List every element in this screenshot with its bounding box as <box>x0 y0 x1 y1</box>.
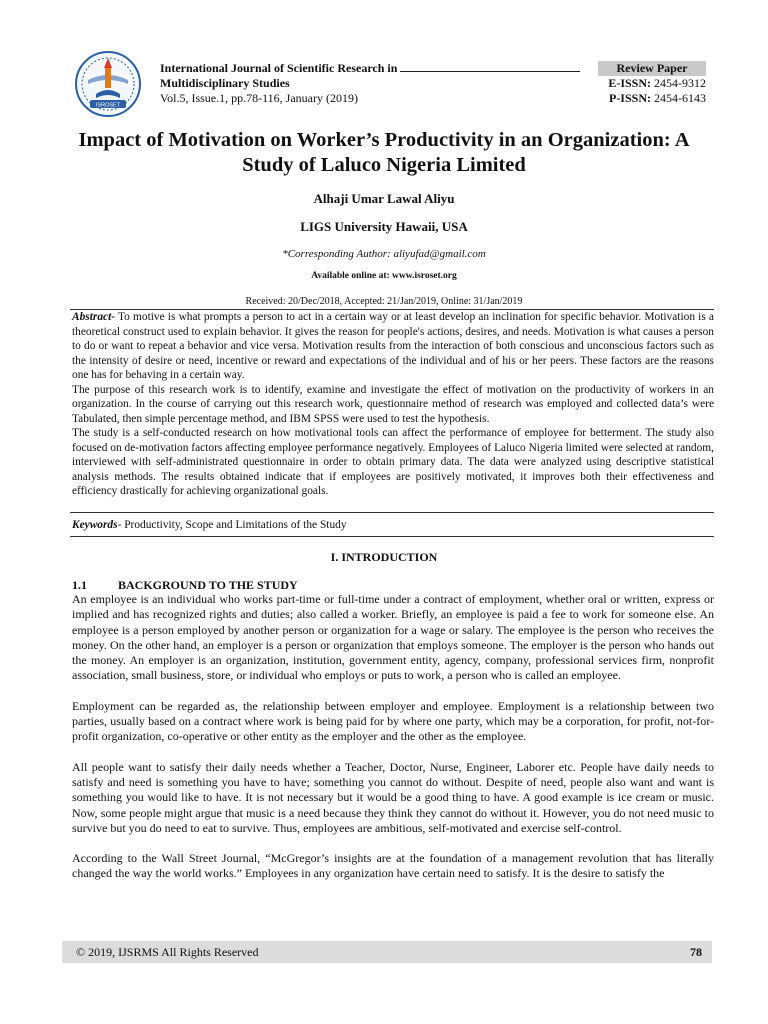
received-dates: Received: 20/Dec/2018, Accepted: 21/Jan/2019, Online: 31/Jan/2019 <box>245 296 523 307</box>
pissn-label: P-ISSN: <box>608 91 651 105</box>
paper-type-badge: Review Paper <box>598 61 706 76</box>
logo-text: ISROSET <box>95 102 121 109</box>
body-text <box>72 592 714 897</box>
body-paragraph-1: An employee is an individual who works part-time or full-time under a contract of employment, whether oral or written, express or implied and has recognized rights and duties; also called a worker. Briefly, an employee is paid a fee to work for someone else. An employee is a person employed by another person or organization for a wage or salary. The employee is the person who receives the money. On the other hand, an employer is a person or organization that employs someone. The employer is the person who hands out the money. An employer is an organization, institution, government entity, agency, company, professional services firm, nonprofit association, small business, store, or individual who employs or puts to work, a person who is called an employee. <box>72 592 714 683</box>
isroset-logo <box>74 50 142 118</box>
author-name: Alhaji Umar Lawal Aliyu <box>313 191 455 206</box>
journal-volume: Vol.5, Issue.1, pp.78-116, January (2019) <box>160 91 358 105</box>
abstract-bottom-rule <box>70 512 714 513</box>
footer-copyright: © 2019, IJSRMS All Rights Reserved <box>76 945 259 959</box>
body-paragraph-3: All people want to satisfy their daily needs whether a Teacher, Doctor, Nurse, Engineer, Laborer etc. People have daily needs to satisfy and need is something you have to have; something you cannot do without. Despite of need, people also want and want is something you would like to have. It is not necessary but it would be a good thing to have. A good example is ice cream or music. Now, some people might argue that music is a need because they think they cannot do without it. However, you do not need music to survive but you do need to eat to survive. Thus, employees are ambitious, self-motivated and exercise self-control. <box>72 759 714 835</box>
abstract-section <box>72 310 714 499</box>
abstract-paragraph-2: The purpose of this research work is to identify, examine and investigate the effect of motivation on the productivity of workers in an organization. In the course of carrying out this research work, questionnaire method of research was employed and collected data’s were Tabulated, then simple percentage method, and IBM SPSS were used to test the hypothesis. <box>72 383 714 425</box>
issn-block <box>576 61 706 106</box>
subsection-number: 1.1 <box>72 578 87 592</box>
keywords-line <box>72 519 714 531</box>
page-number: 78 <box>690 945 702 959</box>
journal-name-line1: International Journal of Scientific Research in <box>160 61 398 75</box>
journal-name-underline <box>400 62 580 72</box>
subsection-heading <box>72 578 714 593</box>
abstract-paragraph-3: The study is a self-conducted research on how motivational tools can affect the performance of employee for betterment. The study also focused on de-motivation factors affecting employee performance negatively. Employees of Laluco Nigeria limited were selected at random, interviewed with self-administrated questionnaire in order to obtain primary data. The data were analyzed using descriptive statistical analysis methods. The results obtained indicate that if employees are positively motivated, it improves both their effectiveness and efficiency drastically for achieving organizational goals. <box>72 427 714 497</box>
corresponding-author: *Corresponding Author: aliyufad@gmail.com <box>282 248 486 260</box>
journal-info <box>160 61 600 106</box>
keywords-bottom-rule <box>70 536 714 537</box>
keywords-label: Keywords <box>72 519 118 531</box>
abstract-paragraph-1: To motive is what prompts a person to act in a certain way or at least develop an inclination for specific behavior. Motivation is a theoretical construct used to explain behavior. It gives the reason for people's actions, desires, and needs. Motivation is what causes a person to do or want to repeat a behavior and vice versa. Motivation results from the interaction of both conscious and unconscious factors such as the intensity of desire or need, incentive or reward and expectations of the individual and of his or her peers. These factors are the reasons one has for behaving in a certain way. <box>72 311 714 381</box>
body-paragraph-2: Employment can be regarded as, the relationship between employer and employee. Employment is a relationship between two parties, usually based on a contract where work is being paid for by where one party, which may be a corporation, for profit, not-for-profit organization, co-operative or other entity as the employer and the other as the employee. <box>72 698 714 744</box>
paper-title: Impact of Motivation on Worker’s Productivity in an Organization: A Study of Laluco Nigeria Limited <box>78 129 690 176</box>
eissn-value: 2454-9312 <box>654 76 706 90</box>
pissn-value: 2454-6143 <box>654 91 706 105</box>
section-heading: I. INTRODUCTION <box>330 550 438 564</box>
author-affiliation: LIGS University Hawaii, USA <box>300 219 468 234</box>
abstract-label: Abstract- <box>72 311 116 323</box>
eissn-label: E-ISSN: <box>608 76 651 90</box>
subsection-title: BACKGROUND TO THE STUDY <box>118 578 298 592</box>
available-online: Available online at: www.isroset.org <box>311 271 457 281</box>
body-paragraph-4: According to the Wall Street Journal, “McGregor’s insights are at the foundation of a management revolution that has literally changed the way the world works.” Employees in any organization have certain need to satisfy. It is the desire to satisfy the <box>72 851 714 881</box>
page-footer <box>62 941 712 963</box>
journal-name-line2: Multidisciplinary Studies <box>160 76 290 90</box>
keywords-text: - Productivity, Scope and Limitations of the Study <box>117 519 347 531</box>
